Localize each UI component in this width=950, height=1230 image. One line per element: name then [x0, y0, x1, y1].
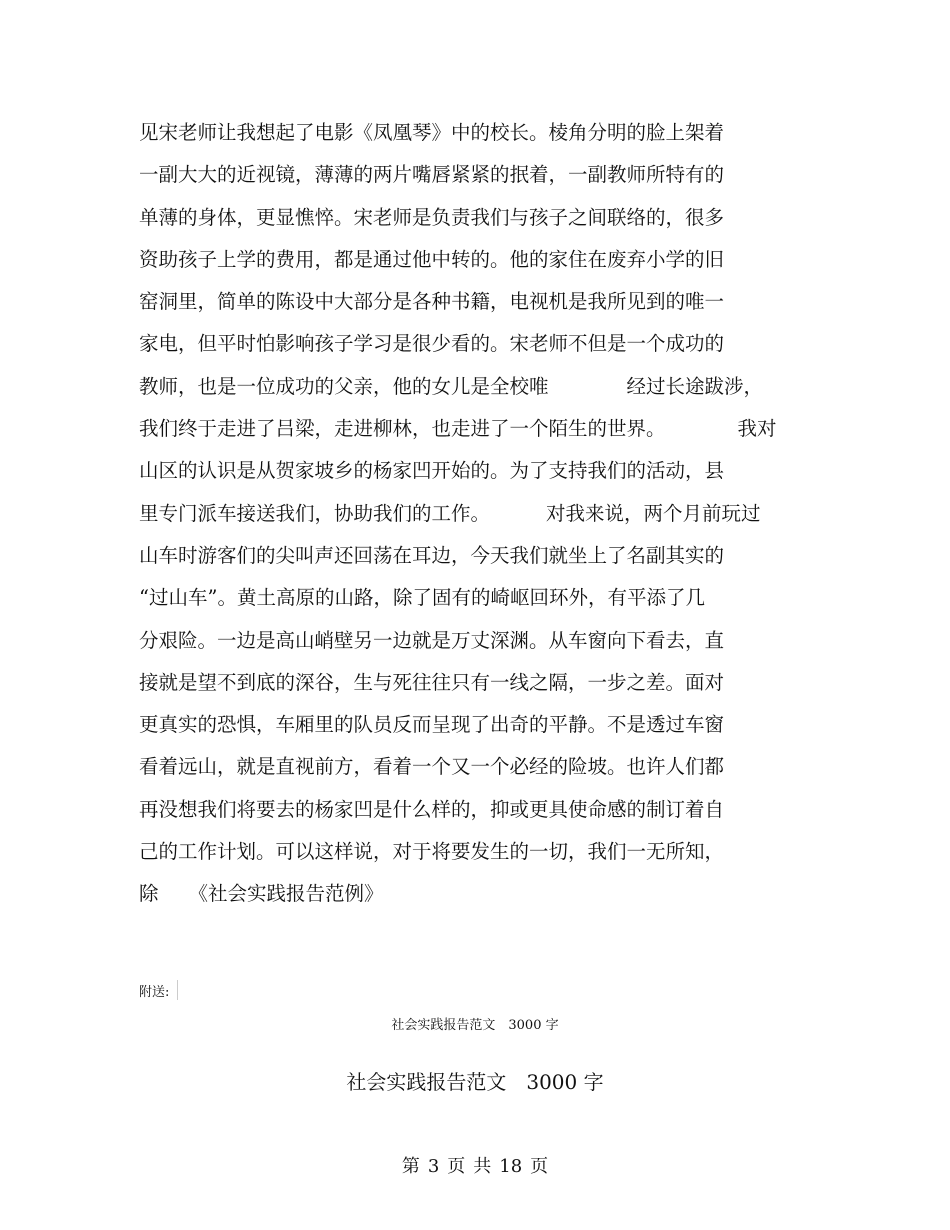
text-line: 更真实的恐惧，车厢里的队员反而呈现了出奇的平静。不是透过车窗	[139, 713, 725, 737]
text-segment: 对我来说，两个月前玩过	[546, 501, 761, 525]
text-line: “过山车”。黄土高原的山路，除了固有的崎岖回环外，有平添了几	[139, 586, 705, 610]
text-line: 家电，但平时怕影响孩子学习是很少看的。宋老师不但是一个成功的	[139, 332, 725, 356]
text-line	[139, 873, 839, 915]
text-line	[139, 366, 839, 408]
page-number-total: 18	[499, 1156, 523, 1177]
attachment-label	[139, 980, 178, 1000]
text-segment: 经过长途跋涉，	[626, 374, 764, 398]
big-title: 社会实践报告范文 3000 字	[346, 1070, 604, 1094]
text-cursor-divider	[177, 980, 178, 1000]
page-number-current: 3	[427, 1156, 440, 1177]
attachment-text: 附送:	[139, 984, 170, 1000]
page-number	[0, 1152, 950, 1178]
text-line: 己的工作计划。可以这样说，对于将要发生的一切，我们一无所知，	[139, 840, 725, 864]
text-segment: 我对	[737, 417, 777, 441]
text-segment: 《社会实践报告范例》	[188, 882, 384, 906]
text-line: 山区的认识是从贺家坡乡的杨家凹开始的。为了支持我们的活动，县	[139, 459, 725, 483]
text-segment: 除	[139, 882, 159, 906]
page-number-mid2: 共	[473, 1156, 492, 1177]
body-text	[139, 112, 839, 916]
page-number-suffix: 页	[530, 1156, 549, 1177]
text-line: 见宋老师让我想起了电影《凤凰琴》中的校长。棱角分明的脸上架着	[139, 121, 725, 144]
page-number-prefix: 第	[401, 1156, 420, 1177]
text-segment: 我们终于走进了吕梁，走进柳林，也走进了一个陌生的世界。	[139, 417, 666, 441]
text-line: 资助孩子上学的费用，都是通过他中转的。他的家住在废弃小学的旧	[139, 247, 725, 271]
text-line: 一副大大的近视镜，薄薄的两片嘴唇紧紧的抿着，一副教师所特有的	[139, 163, 725, 187]
text-line: 窑洞里，简单的陈设中大部分是各种书籍，电视机是我所见到的唯一	[139, 290, 725, 314]
text-line: 接就是望不到底的深谷，生与死往往只有一线之隔，一步之差。面对	[139, 670, 725, 694]
text-line	[139, 493, 839, 535]
text-line: 看着远山，就是直视前方，看着一个又一个必经的险坡。也许人们都	[139, 755, 725, 779]
text-segment: 教师，也是一位成功的父亲，他的女儿是全校唯	[139, 374, 549, 398]
text-line: 单薄的身体，更显憔悴。宋老师是负责我们与孩子之间联络的，很多	[139, 205, 725, 229]
text-line: 山车时游客们的尖叫声还回荡在耳边，今天我们就坐上了名副其实的	[139, 543, 725, 567]
text-line	[139, 408, 839, 450]
text-line: 分艰险。一边是高山峭壁另一边就是万丈深渊。从车窗向下看去，直	[139, 628, 725, 652]
text-line: 再没想我们将要去的杨家凹是什么样的，抑或更具使命感的制订着自	[139, 797, 725, 821]
small-title: 社会实践报告范文 3000 字	[391, 1018, 559, 1033]
page-number-mid1: 页	[447, 1156, 466, 1177]
text-segment: 里专门派车接送我们，协助我们的工作。	[139, 501, 491, 525]
